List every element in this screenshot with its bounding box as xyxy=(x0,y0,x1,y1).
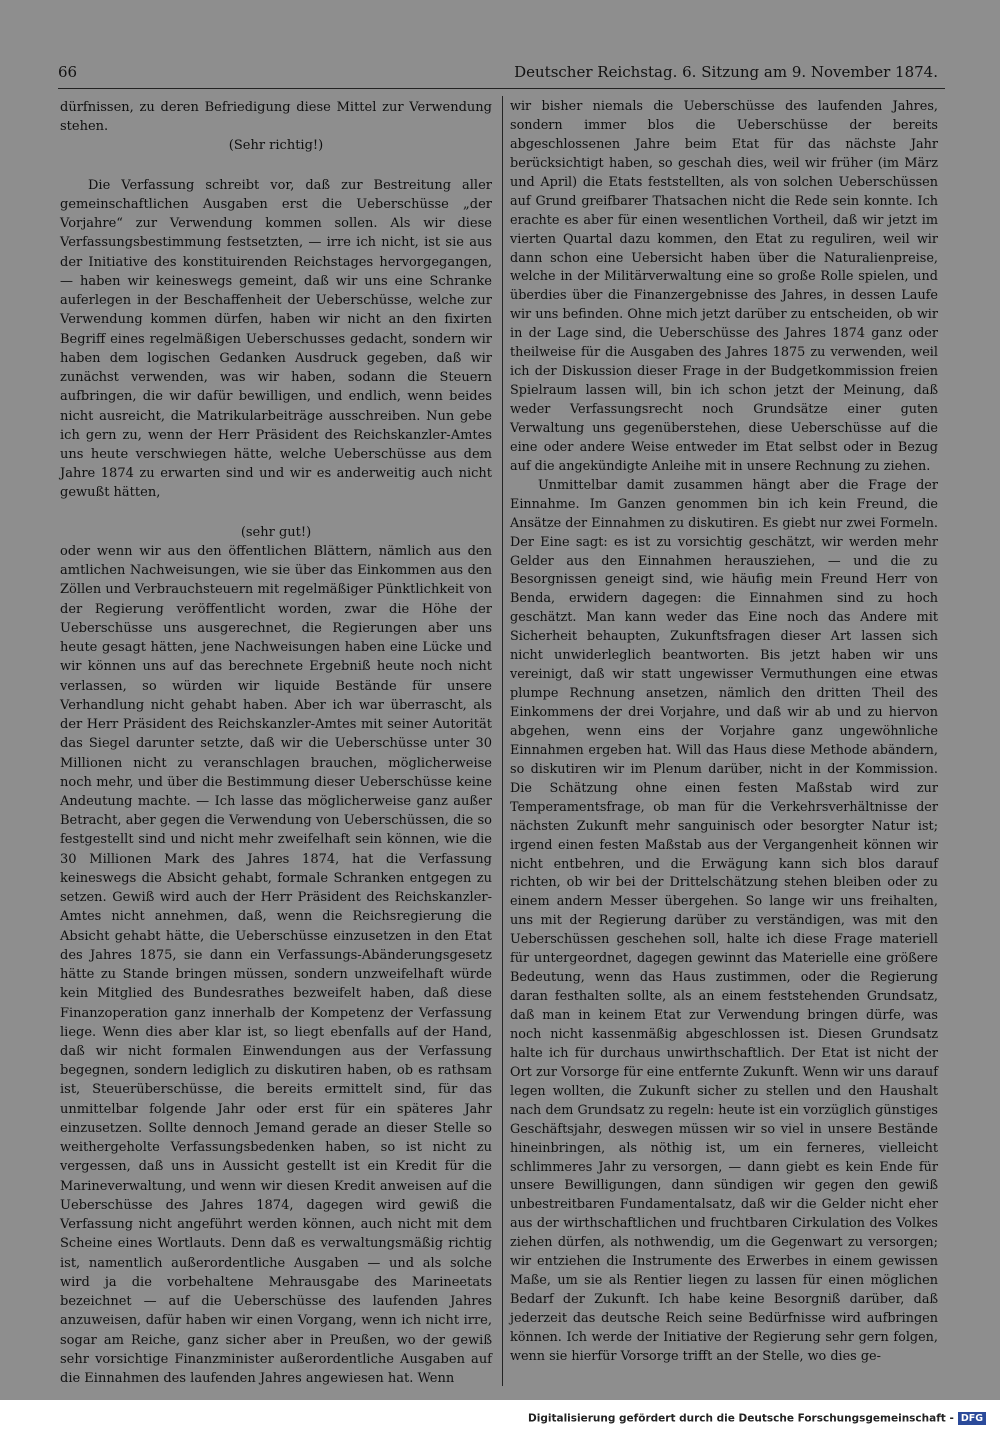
paragraph: wir bisher niemals die Ueberschüsse des laufenden Jahres, sondern immer blos die Ueberschüsse der bereits abgeschlossenen Jahre beim Etat für das nächste Jahr berücksichtigt haben, so geschah dies, weil wir früher (im März und April) die Etats feststellten, als von solchen Ueberschüssen auf Grund greifbarer Thatsachen nicht die Rede sein konnte. Ich erachte es aber für einen wesentlichen Vortheil, daß wir jetzt im vierten Quartal dazu kommen, den Etat zu reguliren, weil wir dann schon eine Uebersicht haben über die Naturalienpreise, welche in der Militärverwaltung eine so große Rolle spielen, und überdies über die Finanzergebnisse des Jahres, in dessen Laufe wir uns befinden. Ohne mich jetzt darüber zu entscheiden, ob wir in der Lage sind, die Ueberschüsse des Jahres 1874 ganz oder theilweise für die Ausgaben des Jahres 1875 zu verwenden, weil ich der Diskussion dieser Frage in der Budgetkommission freien Spielraum lassen will, bin ich schon jetzt der Meinung, daß weder Verfassungsrecht noch Grundsätze einer guten Verwaltung uns gegenüberstehen, diese Ueberschüsse auf die eine oder andere Weise entweder im Etat selbst oder in Bezug auf die angekündigte Anleihe mit in unsere Rechnung zu ziehen. xyxy=(510,99,938,474)
paragraph: Unmittelbar damit zusammen hängt aber die Frage der Einnahme. Im Ganzen genommen bin ich kein Freund, die Ansätze der Einnahmen zu diskutiren. Es giebt nur zwei Formeln. Der Eine sagt: es ist zu vorsichtig geschätzt, wir werden mehr Gelder aus den Einnahmen herausziehen, — und die zu Besorgnissen geneigt sind, wie häufig mein Freund Herr von Benda, erwidern dagegen: die Einnahmen sind zu hoch geschätzt. Man kann weder das Eine noch das Andere mit Sicherheit behaupten, Zukunftsfragen dieser Art lassen sich nicht unwiderleglich beantworten. Bis jetzt haben wir uns vereinigt, daß wir statt ungewisser Vermuthungen eine etwas plumpe Rechnung ansetzen, nämlich den dritten Theil des Einkommens der drei Vorjahre, und daß wir ab und zu hiervon abgehen, wenn eins der Vorjahre ganz ungewöhnliche Einnahmen ergeben hat. Will das Haus diese Methode abändern, so diskutiren wir im Plenum darüber, nicht in der Kommission. Die Schätzung ohne einen festen Maßstab wird zur Temperamentsfrage, ob man für die Verkehrsverhältnisse der nächsten Zukunft mehr sanguinisch oder besorgter Natur ist; irgend einen festen Maßstab aus der Vergangenheit können wir nicht entbehren, und die Erwägung kann sich blos darauf richten, ob wir bei der Drittelschätzung stehen bleiben oder zu einem andern Messer übergehen. So lange wir uns freihalten, uns mit der Regierung darüber zu verständigen, was mit den Ueberschüssen geschehen soll, halte ich diese Frage materiell für untergeordnet, dagegen gewinnt das Materielle eine größere Bedeutung, wenn das Haus zustimmen, oder die Regierung daran festhalten sollte, als an einem feststehenden Grundsatz, daß man in keinem Etat zur Verwendung bringen dürfe, was noch nicht kassenmäßig abgeschlossen ist. Diesen Grundsatz halte ich für durchaus unwirthschaftlich. Der Etat ist nicht der Ort zur Vorsorge für eine entfernte Zukunft. Wenn wir uns darauf legen wollten, die Zukunft sicher zu stellen und den Haushalt nach dem Grundsatz zu regeln: heute ist ein vorzüglich günstiges Geschäftsjahr, deswegen müssen wir so viel in unsere Bestände hineinbringen, als nöthig ist, um ein ferneres, vielleicht schlimmeres Jahr zu versorgen, — dann giebt es kein Ende für unsere Bewilligungen, dann sündigen wir gegen den gewiß unbestreitbaren Fundamentalsatz, daß wir die Gelder nicht eher aus der wirthschaftlichen und fruchtbaren Cirkulation des Volkes ziehen dürfen, als nothwendig, um die Gegenwart zu versorgen; wir entziehen die Instrumente des Erwerbes in einem gewissen Maße, um sie als Rentier liegen zu lassen für einen möglichen Bedarf der Zukunft. Ich habe keine Besorgniß darüber, daß jederzeit das deutsche Reich seine Bedürfnisse wird aufbringen können. Ich werde der Initiative der Regierung sehr gern folgen, wenn sie hierfür Vorsorge trifft an der Stelle, wo dies ge- xyxy=(510,477,938,1364)
dfg-logo: DFG xyxy=(958,1412,986,1425)
header-rule xyxy=(58,88,945,89)
credit-text: Digitalisierung gefördert durch die Deutsche Forschungsgemeinschaft - xyxy=(528,1412,954,1425)
interjection: (sehr gut!) xyxy=(240,524,312,540)
column-divider xyxy=(502,96,503,1386)
digitization-credit xyxy=(528,1412,986,1425)
paragraph: dürfnissen, zu deren Befriedigung diese Mittel zur Verwendung stehen. xyxy=(60,100,492,135)
paragraph: oder wenn wir aus den öffentlichen Blättern, nämlich aus den amtlichen Nachweisungen, wie sie über das Einkommen aus den Zöllen und Verbrauchsteuern mit regelmäßiger Pünktlichkeit von der Regierung veröffentlicht worden, zwar die Höhe der Ueberschüsse uns ausgerechnet, die Regierungen aber uns heute gesagt hätten, jene Nachweisungen haben eine Lücke und wir können uns auf das berechnete Ergebniß heute noch nicht verlassen, so würden wir liquide Bestände für unsere Verhandlung nicht gehabt haben. Aber ich war überrascht, als der Herr Präsident des Reichskanzler-Amtes mit seiner Autorität das Siegel darunter setzte, daß wir die Ueberschüsse unter 30 Millionen nicht zu veranschlagen brauchen, möglicherweise noch mehr, und über die Bestimmung dieser Ueberschüsse keine Andeutung machte. — Ich lasse das möglicherweise ganz außer Betracht, aber gegen die Verwendung von Ueberschüssen, die so festgestellt sind und nicht mehr zweifelhaft sein können, wie die 30 Millionen Mark des Jahres 1874, hat die Verfassung keineswegs die Absicht gehabt, formale Schranken entgegen zu setzen. Gewiß wird auch der Herr Präsident des Reichskanzler-Amtes nicht annehmen, daß, wenn die Reichsregierung die Absicht gehabt hätte, die Ueberschüsse einzusetzen in den Etat des Jahres 1875, sie dann ein Verfassungs-Abänderungsgesetz hätte zu Stande bringen müssen, sondern unzweifelhaft würde kein Mitglied des Bundesrathes bezweifelt haben, daß diese Finanzoperation ganz innerhalb der Kompetenz der Verfassung liege. Wenn dies aber klar ist, so liegt ebenfalls auf der Hand, daß wir nicht formalen Einwendungen aus der Verfassung begegnen, sondern lediglich zu diskutiren haben, ob es rathsam ist, Steuerüberschüsse, die bereits ermittelt sind, für das unmittelbar folgende Jahr oder erst für ein späteres Jahr einzusetzen. Sollte dennoch Jemand gerade an dieser Stelle so weithergeholte Verfassungsbedenken haben, so ist nicht zu vergessen, daß uns in Aussicht gestellt ist ein Kredit für die Marineverwaltung, und wenn wir diesen Kredit anweisen auf die Ueberschüsse des Jahres 1874, dagegen wird gewiß die Verfassung nicht angeführt werden können, auch nicht mit dem Scheine eines Wortlauts. Denn daß es verwaltungsmäßig richtig ist, namentlich außerordentliche Ausgaben — und als solche wird ja die vorbehaltene Mehrausgabe des Marineetats bezeichnet — auf die Ueberschüsse des laufenden Jahres anzuweisen, dafür haben wir einen Vorgang, wenn ich nicht irre, sogar am Reiche, ganz sicher aber in Preußen, wo der gewiß sehr vorsichtige Finanzminister außerordentliche Ausgaben auf die Einnahmen des laufenden Jahres angewiesen hat. Wenn xyxy=(60,543,492,1386)
spacer xyxy=(60,503,492,523)
interjection: (Sehr richtig!) xyxy=(228,138,324,154)
paragraph: Die Verfassung schreibt vor, daß zur Bestreitung aller gemeinschaftlichen Ausgaben erst die Ueberschüsse „der Vorjahre“ zur Verwendung kommen sollen. Als wir diese Verfassungsbestimmung festsetzten, — irre ich nicht, ist sie aus der Initiative des konstituirenden Reichstages hervorgegangen, — haben wir keineswegs gemeint, daß wir uns eine Schranke auferlegen in der Beschaffenheit der Ueberschüsse, welche zur Verwendung kommen dürfen, haben wir nicht an den fixirten Begriff eines regelmäßigen Ueberschusses gedacht, sondern wir haben dem logischen Gedanken Ausdruck gegeben, daß wir zunächst verwenden, was wir haben, sodann die Steuern aufbringen, die wir dafür bewilligen, und endlich, wenn beides nicht ausreicht, die Matrikularbeiträge ausschreiben. Nun gebe ich gern zu, wenn der Herr Präsident des Reichskanzler-Amtes uns heute verschwiegen hätte, welche Ueberschüsse aus dem Jahre 1874 zu erwarten sind und wir es anderweitig auch nicht gewußt hätten, xyxy=(60,177,492,501)
page-number: 66 xyxy=(58,63,78,81)
right-column xyxy=(510,98,938,1367)
left-column xyxy=(60,98,492,1388)
spacer xyxy=(60,156,492,176)
page-header xyxy=(58,63,938,87)
running-title: Deutscher Reichstag. 6. Sitzung am 9. November 1874. xyxy=(514,63,938,81)
